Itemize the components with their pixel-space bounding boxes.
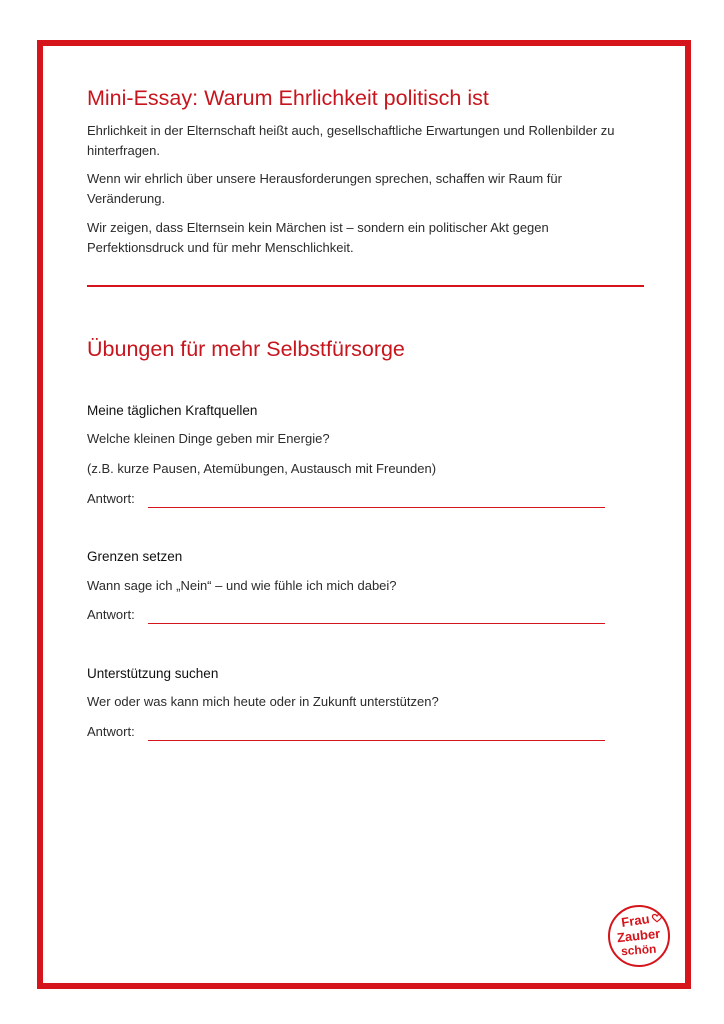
- answer-line-3[interactable]: [148, 740, 605, 741]
- answer-label-2: Antwort:: [87, 607, 135, 622]
- essay-title: Mini-Essay: Warum Ehrlichkeit politisch ist: [87, 86, 489, 110]
- logo-text-3: schön: [620, 941, 657, 959]
- section-divider: [87, 285, 644, 287]
- exercise-question-2: Wann sage ich „Nein“ – und wie fühle ich mich dabei?: [87, 578, 397, 593]
- exercise-question-1: Welche kleinen Dinge geben mir Energie?: [87, 431, 330, 446]
- exercise-heading-3: Unterstützung suchen: [87, 666, 219, 681]
- answer-label-1: Antwort:: [87, 491, 135, 506]
- answer-label-3: Antwort:: [87, 724, 135, 739]
- exercise-hint-1: (z.B. kurze Pausen, Atemübungen, Austausch mit Freunden): [87, 461, 437, 476]
- exercise-heading-1: Meine täglichen Kraftquellen: [87, 403, 258, 418]
- essay-paragraph-2: Wenn wir ehrlich über unsere Herausforderungen sprechen, schaffen wir Raum für Veränderung.: [87, 171, 562, 206]
- essay-paragraph-3: Wir zeigen, dass Elternsein kein Märchen ist – sondern ein politischer Akt gegen Perfektionsdruck und für mehr Menschlichkeit.: [87, 220, 549, 255]
- brand-logo: [607, 904, 671, 968]
- exercises-title: Übungen für mehr Selbstfürsorge: [87, 337, 405, 361]
- answer-line-2[interactable]: [148, 623, 605, 624]
- essay-paragraph-1: Ehrlichkeit in der Elternschaft heißt auch, gesellschaftliche Erwartungen und Rollenbilder zu hinterfragen.: [87, 123, 615, 158]
- exercise-question-3: Wer oder was kann mich heute oder in Zukunft unterstützen?: [87, 694, 439, 709]
- heart-logo-icon: [607, 904, 671, 968]
- logo-text-1: Frau: [620, 911, 651, 930]
- exercise-heading-2: Grenzen setzen: [87, 549, 183, 564]
- answer-line-1[interactable]: [148, 507, 605, 508]
- logo-text-2: Zauber: [616, 925, 661, 946]
